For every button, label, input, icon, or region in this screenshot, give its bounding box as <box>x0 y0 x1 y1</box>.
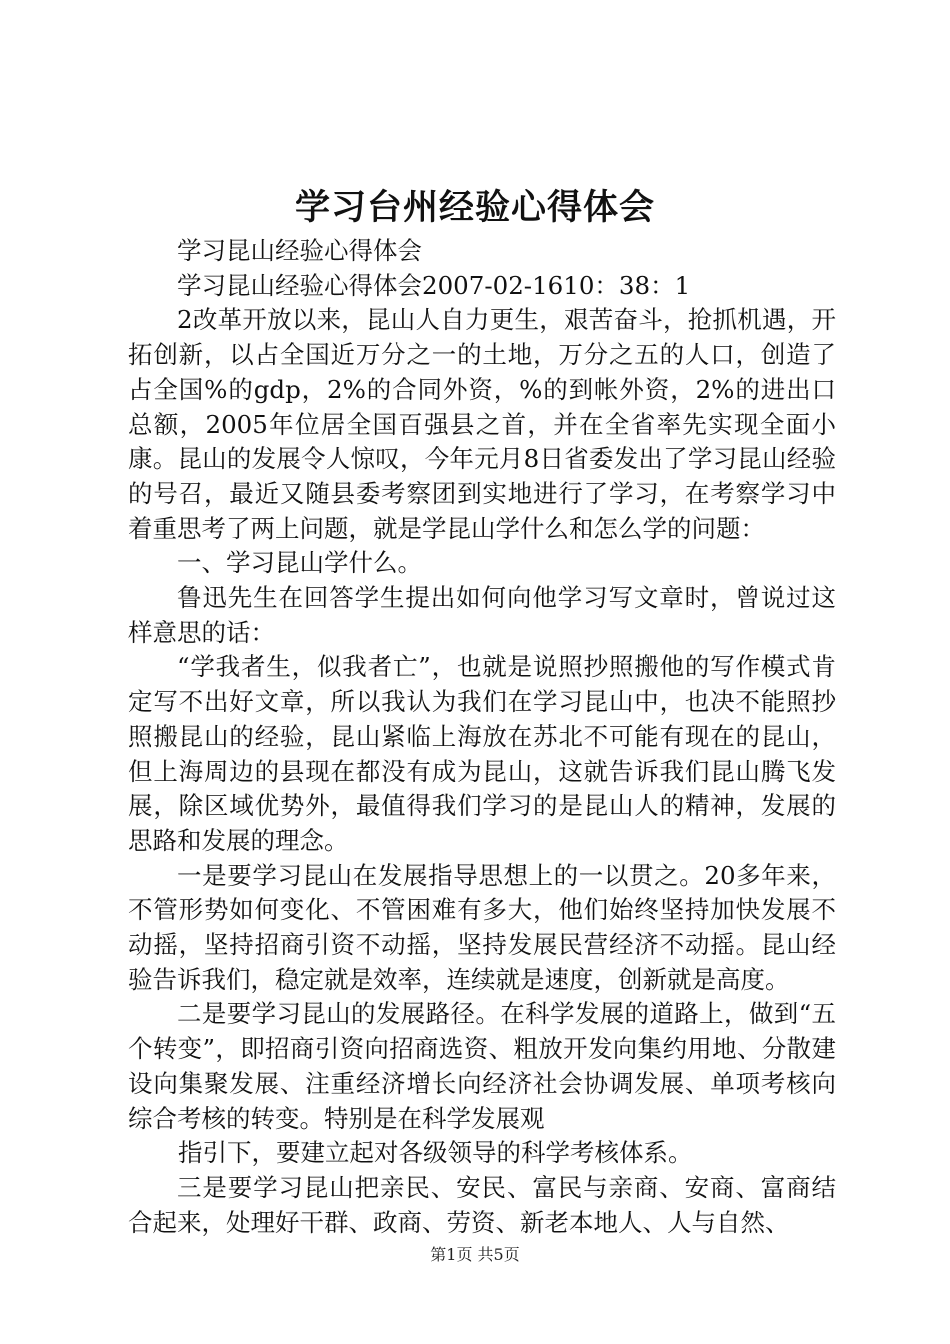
paragraph-point-2: 二是要学习昆山的发展路径。在科学发展的道路上，做到“五个转变”，即招商引资向招商选资、粗放开发向集约用地、分散建设向集聚发展、注重经济增长向经济社会协调发展、单项考核向综合考核的转变。特别是在科学发展观 <box>128 999 836 1133</box>
document-body <box>128 234 836 1240</box>
document-title: 学习台州经验心得体会 <box>294 188 655 228</box>
paragraph-continuation: 指引下，要建立起对各级领导的科学考核体系。 <box>178 1138 693 1168</box>
paragraph-heading-1: 一、学习昆山学什么。 <box>177 548 422 578</box>
paragraph-intro: 2改革开放以来，昆山人自力更生，艰苦奋斗，抢抓机遇，开拓创新，以占全国近万分之一的土地，万分之五的人口，创造了占全国%的gdp，2%的合同外资，%的到帐外资，2%的进出口总额，2005年位居全国百强县之首，并在全省率先实现全面小康。昆山的发展令人惊叹，今年元月8日省委发出了学习昆山经验的号召，最近又随县委考察团到实地进行了学习，在考察学习中着重思考了两上问题，就是学昆山学什么和怎么学的问题： <box>128 305 836 543</box>
paragraph-date-line: 学习昆山经验心得体会2007-02-1610：38：1 <box>177 270 691 300</box>
paragraph-point-1: 一是要学习昆山在发展指导思想上的一以贯之。20多年来，不管形势如何变化、不管困难有多大，他们始终坚持加快发展不动摇，坚持招商引资不动摇，坚持发展民营经济不动摇。昆山经验告诉我们，稳定就是效率，连续就是速度，创新就是高度。 <box>128 860 836 994</box>
page-number-footer: 第1页 共5页 <box>430 1245 520 1264</box>
paragraph-quote: “学我者生，似我者亡”，也就是说照抄照搬他的写作模式肯定写不出好文章，所以我认为我们在学习昆山中，也决不能照抄照搬昆山的经验，昆山紧临上海放在苏北不可能有现在的昆山，但上海周边的县现在都没有成为昆山，这就告诉我们昆山腾飞发展，除区域优势外，最值得我们学习的是昆山人的精神，发展的思路和发展的理念。 <box>128 652 836 855</box>
paragraph-subtitle: 学习昆山经验心得体会 <box>177 236 422 265</box>
paragraph-lu-xun: 鲁迅先生在回答学生提出如何向他学习写文章时，曾说过这样意思的话： <box>128 583 836 647</box>
paragraph-point-3: 三是要学习昆山把亲民、安民、富民与亲商、安商、富商结合起来，处理好干群、政商、劳资、新老本地人、人与自然、 <box>128 1172 836 1237</box>
